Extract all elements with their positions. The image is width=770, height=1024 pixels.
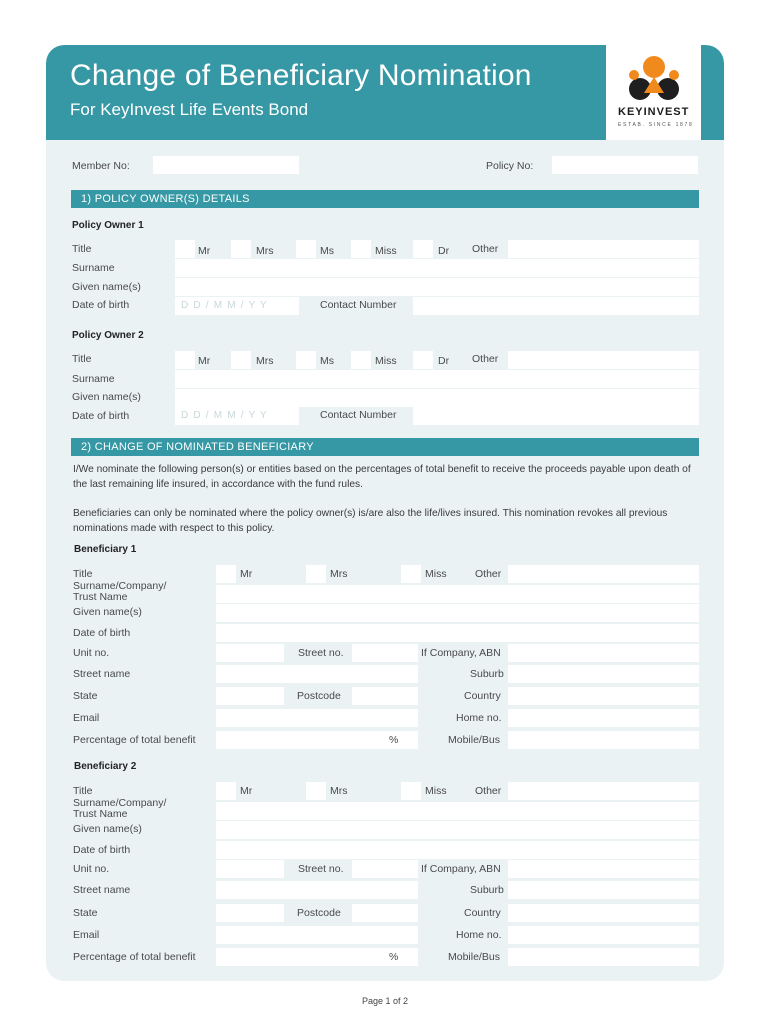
owner2-dob-field[interactable] <box>175 407 299 425</box>
owner2-title-ms-checkbox[interactable] <box>296 351 316 369</box>
ben1-title-other-label: Other <box>475 568 502 580</box>
owner1-title-miss-checkbox[interactable] <box>351 240 371 258</box>
owner2-surname-label: Surname <box>72 373 115 385</box>
ben1-title-miss-label: Miss <box>425 568 447 580</box>
ben1-title-mrs-checkbox[interactable] <box>306 565 326 583</box>
section1-heading: 1) POLICY OWNER(S) DETAILS <box>71 190 699 208</box>
ben2-title-mrs-checkbox[interactable] <box>306 782 326 800</box>
ben1-title-label: Title <box>73 568 93 580</box>
owner2-dob-label: Date of birth <box>72 410 130 422</box>
owner1-title-dr-label: Dr <box>438 245 450 257</box>
ben2-pct-field[interactable] <box>216 948 418 966</box>
ben1-abn-label: If Company, ABN <box>421 647 501 659</box>
owner2-heading: Policy Owner 2 <box>72 330 144 341</box>
ben1-mobile-field[interactable] <box>508 731 699 749</box>
ben2-street-no-field[interactable] <box>352 860 418 878</box>
owner2-dob-placeholder: D D / M M / Y Y <box>181 410 268 421</box>
ben2-suburb-field[interactable] <box>508 881 699 899</box>
ben1-email-field[interactable] <box>216 709 418 727</box>
ben1-mobile-label: Mobile/Bus <box>448 734 500 746</box>
ben1-street-name-label: Street name <box>73 668 131 680</box>
ben2-pct-sign: % <box>389 951 399 963</box>
ben2-given-field[interactable] <box>216 821 699 839</box>
ben2-title-mrs-label: Mrs <box>330 785 348 797</box>
ben1-email-label: Email <box>73 712 100 724</box>
ben1-surname-label <box>73 581 166 603</box>
ben1-given-field[interactable] <box>216 604 699 622</box>
ben2-title-miss-label: Miss <box>425 785 447 797</box>
owner1-given-field[interactable] <box>175 278 699 296</box>
ben1-pct-sign: % <box>389 734 399 746</box>
owner1-dob-label: Date of birth <box>72 299 130 311</box>
beneficiary2-heading: Beneficiary 2 <box>74 761 137 772</box>
owner2-title-mrs-checkbox[interactable] <box>231 351 251 369</box>
ben2-street-no-label: Street no. <box>298 863 344 875</box>
owner2-title-ms-label: Ms <box>320 355 334 367</box>
ben1-country-label: Country <box>464 690 501 702</box>
ben1-title-mr-checkbox[interactable] <box>216 565 236 583</box>
ben2-postcode-field[interactable] <box>352 904 418 922</box>
ben2-dob-field[interactable] <box>216 841 699 859</box>
owner2-title-dr-checkbox[interactable] <box>413 351 433 369</box>
keyinvest-logo-icon <box>626 55 682 103</box>
ben2-email-label: Email <box>73 929 100 941</box>
owner1-title-ms-label: Ms <box>320 245 334 257</box>
ben1-dob-label: Date of birth <box>73 627 131 639</box>
ben1-postcode-label: Postcode <box>297 690 341 702</box>
owner2-title-other-label: Other <box>472 353 499 365</box>
ben1-title-mr-label: Mr <box>240 568 253 580</box>
ben2-title-label: Title <box>73 785 93 797</box>
form-title: Change of Beneficiary Nomination <box>70 59 532 92</box>
ben2-given-label: Given name(s) <box>73 823 142 835</box>
keyinvest-logo <box>606 45 701 140</box>
ben2-home-label: Home no. <box>456 929 502 941</box>
owner2-title-miss-checkbox[interactable] <box>351 351 371 369</box>
ben1-suburb-label: Suburb <box>470 668 504 680</box>
owner2-contact-field[interactable] <box>413 407 699 425</box>
owner2-given-label: Given name(s) <box>72 391 141 403</box>
ben1-state-field[interactable] <box>216 687 284 705</box>
page-number: Page 1 of 2 <box>361 996 409 1006</box>
owner2-title-label: Title <box>72 353 92 365</box>
ben2-suburb-label: Suburb <box>470 884 504 896</box>
ben1-pct-label: Percentage of total benefit <box>73 734 196 746</box>
owner1-contact-label: Contact Number <box>320 299 397 311</box>
owner2-contact-label: Contact Number <box>320 409 397 421</box>
owner1-title-other-field[interactable] <box>508 240 699 258</box>
owner1-surname-field[interactable] <box>175 259 699 277</box>
ben1-surname-label-line1: Surname/Company/ <box>73 580 167 592</box>
ben1-street-name-field[interactable] <box>216 665 418 683</box>
owner1-title-mr-checkbox[interactable] <box>175 240 195 258</box>
ben2-unit-field[interactable] <box>216 860 284 878</box>
ben1-home-label: Home no. <box>456 712 502 724</box>
owner1-dob-placeholder: D D / M M / Y Y <box>181 300 268 311</box>
ben1-surname-label-line2: Trust Name <box>73 591 128 603</box>
ben2-title-other-label: Other <box>475 785 502 797</box>
owner1-title-label: Title <box>72 243 92 255</box>
ben1-country-field[interactable] <box>508 687 699 705</box>
ben1-pct-field[interactable] <box>216 731 418 749</box>
form-header <box>46 45 724 140</box>
ben2-abn-field[interactable] <box>508 860 699 878</box>
logo-established: ESTAB. SINCE 1878 <box>618 122 694 128</box>
logo-wordmark: KEYINVEST <box>618 106 690 118</box>
ben2-mobile-label: Mobile/Bus <box>448 951 500 963</box>
ben1-suburb-field[interactable] <box>508 665 699 683</box>
beneficiary1-heading: Beneficiary 1 <box>74 544 137 555</box>
ben1-title-mrs-label: Mrs <box>330 568 348 580</box>
ben2-pct-label: Percentage of total benefit <box>73 951 196 963</box>
eligibility-paragraph: Beneficiaries can only be nominated where the policy owner(s) is/are also the life/lives insured. This nomination revokes all previous nominations made with respect to this policy. <box>73 508 668 534</box>
ben2-surname-field[interactable] <box>216 802 699 820</box>
owner2-title-dr-label: Dr <box>438 355 450 367</box>
owner1-surname-label: Surname <box>72 262 115 274</box>
ben2-state-label: State <box>73 907 98 919</box>
ben2-street-name-label: Street name <box>73 884 131 896</box>
owner1-title-dr-checkbox[interactable] <box>413 240 433 258</box>
ben1-abn-field[interactable] <box>508 644 699 662</box>
ben1-postcode-field[interactable] <box>352 687 418 705</box>
ben1-surname-field[interactable] <box>216 585 699 603</box>
member-no-field[interactable] <box>153 156 299 174</box>
ben2-title-other-field[interactable] <box>508 782 699 800</box>
ben1-dob-field[interactable] <box>216 624 699 642</box>
ben1-unit-label: Unit no. <box>73 647 110 659</box>
owner2-title-mr-label: Mr <box>198 355 211 367</box>
owner2-given-field[interactable] <box>175 389 699 407</box>
nomination-paragraph: I/We nominate the following person(s) or entities based on the percentages of total benefit to receive the proceeds payable upon death of the last remaining life insured, in accordance with the fund rules. <box>73 464 691 490</box>
ben1-street-no-field[interactable] <box>352 644 418 662</box>
ben2-title-mr-label: Mr <box>240 785 253 797</box>
owner2-title-mrs-label: Mrs <box>256 355 274 367</box>
ben1-street-no-label: Street no. <box>298 647 344 659</box>
owner1-title-mrs-label: Mrs <box>256 245 274 257</box>
ben2-surname-label <box>73 798 166 820</box>
policy-no-label: Policy No: <box>486 160 534 172</box>
owner2-surname-field[interactable] <box>175 370 699 388</box>
owner2-title-miss-label: Miss <box>375 355 397 367</box>
section2-heading: 2) CHANGE OF NOMINATED BENEFICIARY <box>71 438 699 456</box>
owner1-contact-field[interactable] <box>413 297 699 315</box>
owner1-dob-field[interactable] <box>175 297 299 315</box>
ben1-title-other-field[interactable] <box>508 565 699 583</box>
ben2-surname-label-line1: Surname/Company/ <box>73 797 167 809</box>
owner1-given-label: Given name(s) <box>72 281 141 293</box>
ben2-title-mr-checkbox[interactable] <box>216 782 236 800</box>
ben1-state-label: State <box>73 690 98 702</box>
owner2-title-mr-checkbox[interactable] <box>175 351 195 369</box>
ben2-mobile-field[interactable] <box>508 948 699 966</box>
owner1-title-mrs-checkbox[interactable] <box>231 240 251 258</box>
owner1-heading: Policy Owner 1 <box>72 220 144 231</box>
ben1-given-label: Given name(s) <box>73 606 142 618</box>
ben1-home-field[interactable] <box>508 709 699 727</box>
ben2-country-label: Country <box>464 907 501 919</box>
form-subtitle: For KeyInvest Life Events Bond <box>70 100 309 119</box>
ben2-state-field[interactable] <box>216 904 284 922</box>
ben1-unit-field[interactable] <box>216 644 284 662</box>
ben2-country-field[interactable] <box>508 904 699 922</box>
ben2-postcode-label: Postcode <box>297 907 341 919</box>
ben2-abn-label: If Company, ABN <box>421 863 501 875</box>
owner1-title-other-label: Other <box>472 243 499 255</box>
owner1-title-miss-label: Miss <box>375 245 397 257</box>
owner1-title-mr-label: Mr <box>198 245 211 257</box>
ben1-title-miss-checkbox[interactable] <box>401 565 421 583</box>
ben2-unit-label: Unit no. <box>73 863 110 875</box>
ben2-title-miss-checkbox[interactable] <box>401 782 421 800</box>
owner2-title-other-field[interactable] <box>508 351 699 369</box>
ben2-surname-label-line2: Trust Name <box>73 808 128 820</box>
policy-no-field[interactable] <box>552 156 698 174</box>
owner1-title-ms-checkbox[interactable] <box>296 240 316 258</box>
ben2-home-field[interactable] <box>508 926 699 944</box>
member-no-label: Member No: <box>72 160 130 172</box>
ben2-dob-label: Date of birth <box>73 844 131 856</box>
ben2-street-name-field[interactable] <box>216 881 418 899</box>
ben2-email-field[interactable] <box>216 926 418 944</box>
